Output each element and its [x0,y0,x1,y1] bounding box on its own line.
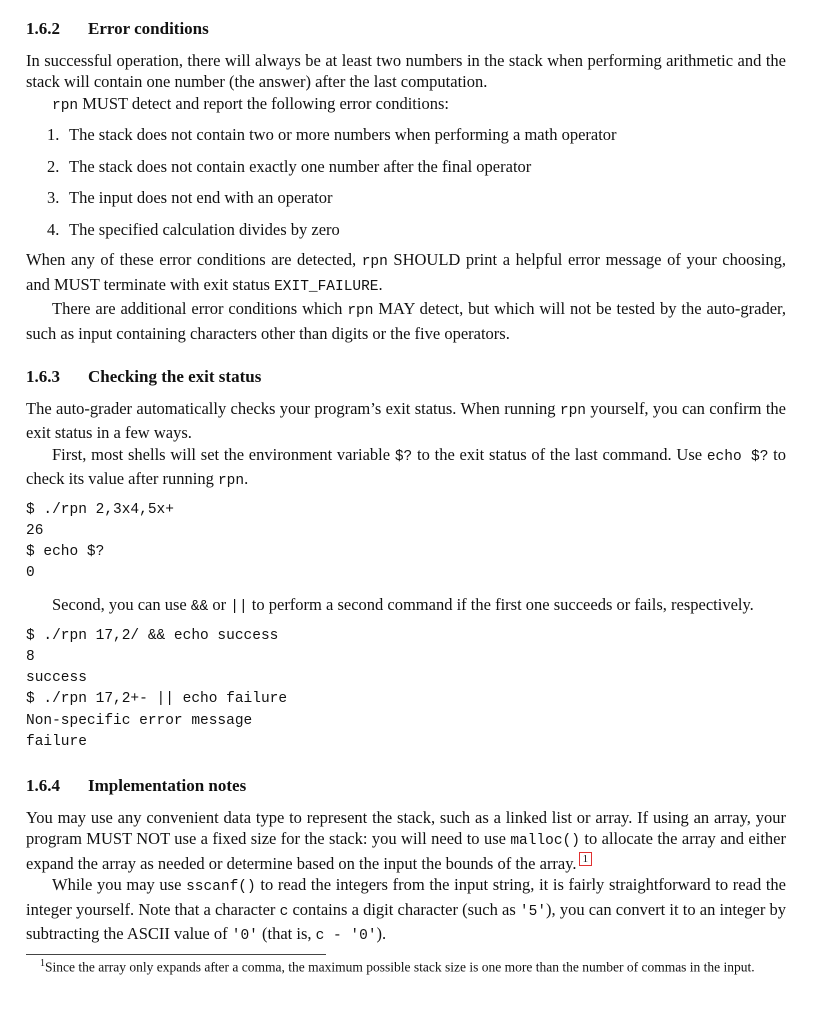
terminal-example-1: $ ./rpn 2,3x4,5x+ 26 $ echo $? 0 [26,501,174,582]
paragraph: First, most shells will set the environment variable $? to the exit status of the last command. Use echo $? to check its value after running rpn. [26,444,786,489]
paragraph: rpn MUST detect and report the following error conditions: [52,93,449,114]
section-title: Checking the exit status [88,367,262,386]
paragraph: The auto-grader automatically checks your program’s exit status. When running rpn yourself, you can confirm the exit status in a few ways. [26,398,786,442]
footnote-link[interactable]: 1 [579,852,593,866]
section-heading-exit-status [26,366,786,388]
list-item: 3. The input does not end with an operator [47,188,333,207]
section-title: Error conditions [88,19,209,38]
section-title: Implementation notes [88,776,247,796]
terminal-example-2: $ ./rpn 17,2/ && echo success 8 success $ ./rpn 17,2+- || echo failure Non-specific error message failure [26,627,288,750]
section-number: 1.6.4 [26,776,60,796]
section-number: 1.6.2 [26,19,60,38]
list-item: 4. The specified calculation divides by zero [47,219,340,239]
paragraph: Second, you can use && or || to perform a second command if the first one succeeds or fails, respectively. [52,595,754,616]
paragraph: You may use any convenient data type to represent the stack, such as a linked list or array. If using an array, your program MUST NOT use a fixed size for the stack: you will need to use malloc() to allocate the array and either expand the array as needed or determine based on the input the bounds of the array. 1 [26,807,786,873]
paragraph: While you may use sscanf() to read the integers from the input string, it is fairly straightforward to read the integer yourself. Note that a character c contains a digit character (such as '5'), you can convert it to an integer by subtracting the ASCII value of '0' (that is, c - '0'). [26,875,787,945]
paragraph: In successful operation, there will always be at least two numbers in the stack when performing arithmetic and the stack will contain one number (the answer) after the last computation. [26,50,786,91]
section-heading-implementation-notes [26,775,786,797]
section-heading-error-conditions [26,18,786,40]
list-item: 1. The stack does not contain two or more numbers when performing a math operator [47,125,617,144]
error-conditions-list [26,124,786,240]
footnote: $^1$Since the array only expands after a comma, the maximum possible stack size is one more than the number of commas in the input. [40,957,755,975]
section-number: 1.6.3 [26,367,60,386]
document-page [26,18,786,976]
list-item: 2. The stack does not contain exactly one number after the final operator [47,156,532,176]
paragraph: There are additional error conditions which rpn MAY detect, but which will not be tested by the auto-grader, such as input containing characters other than digits or the five operators. [26,299,786,343]
paragraph: When any of these error conditions are detected, rpn SHOULD print a helpful error message of your choosing, and MUST terminate with exit status EXIT_FAILURE. [26,250,786,295]
